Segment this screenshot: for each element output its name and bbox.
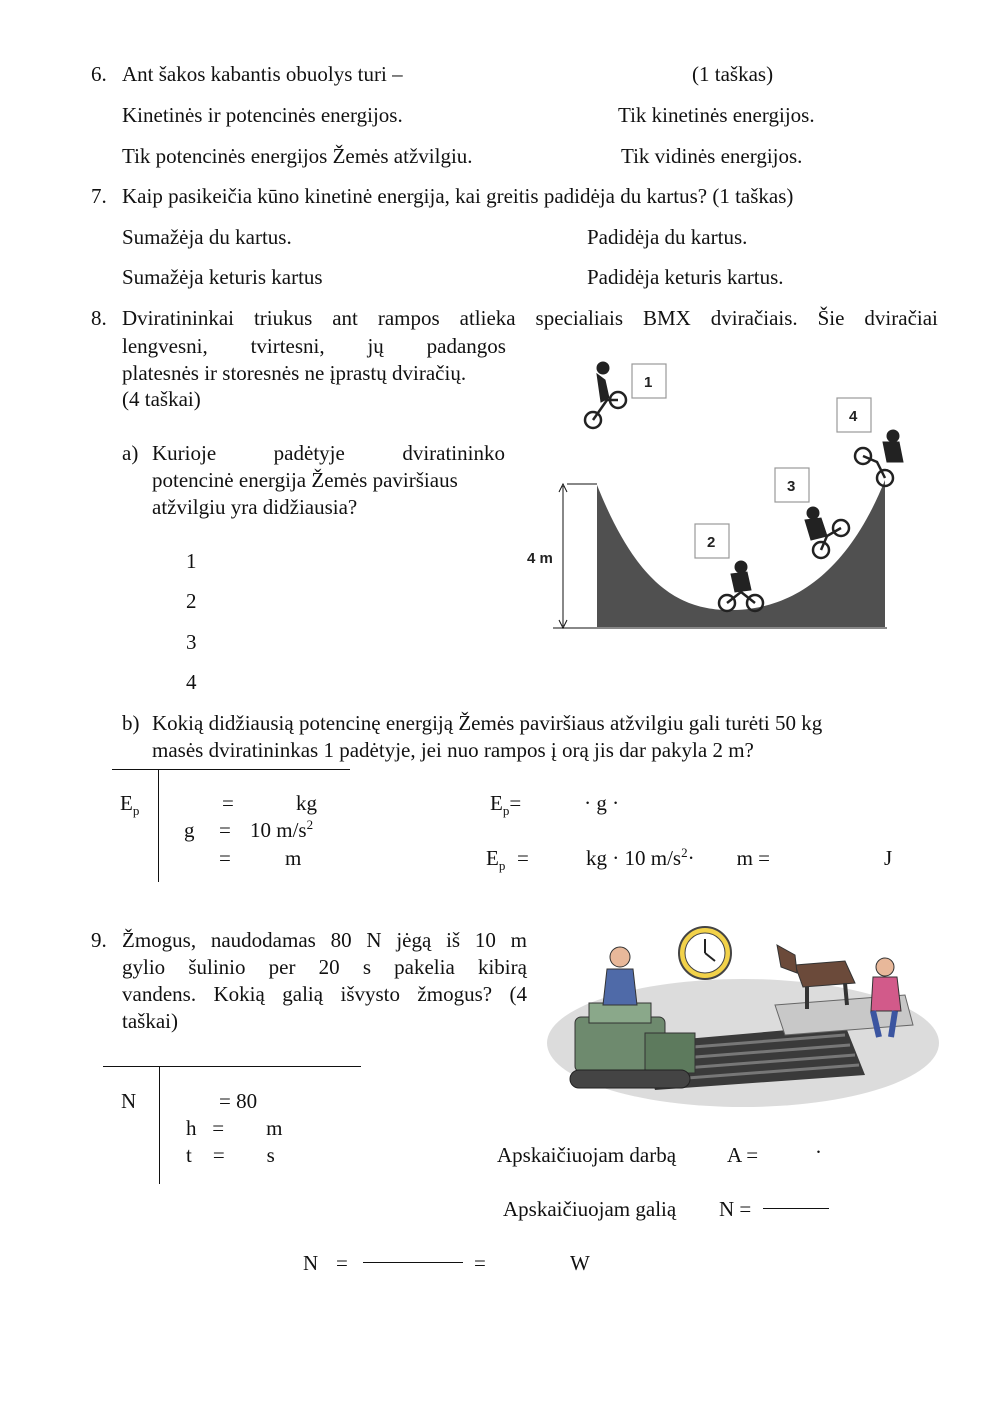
q9-given-vline <box>159 1066 160 1184</box>
q8b-formula2-unit: J <box>884 846 893 870</box>
q8-w: tvirtesni, <box>250 334 325 358</box>
q9-w: išvysto <box>340 982 400 1006</box>
q9-line1 <box>122 930 527 951</box>
q8a-w: Kurioje <box>152 441 217 465</box>
q6-option-c[interactable]: Tik potencinės energijos Žemės atžvilgiu. <box>122 144 473 168</box>
q9-w: 20 <box>318 955 340 979</box>
q8b-eq2: = <box>219 818 231 842</box>
q8b-m-unit: m <box>285 846 302 870</box>
q8-w: Dviratininkai <box>122 306 234 330</box>
q8-w: padangos <box>426 334 506 358</box>
q8-w: dviračiai <box>864 306 938 330</box>
q8b-line2: masės dviratininkas 1 padėtyje, jei nuo rampos į orą jis dar pakyla 2 m? <box>152 738 754 762</box>
q7-option-d[interactable]: Padidėja keturis kartus. <box>587 265 784 289</box>
clock-icon <box>679 927 731 979</box>
q8b-given-vline <box>158 769 159 882</box>
q8-w: ant <box>332 306 358 330</box>
q8b-formula1: $E_p=$ · g · <box>490 791 620 819</box>
q8b-formula2-body: kg · 10 $m/s^2\cdot$ m = <box>586 845 771 870</box>
q8a-option-2[interactable]: 2 <box>186 589 197 613</box>
q9-w: Kokią <box>213 982 265 1006</box>
q7-option-c[interactable]: Sumažėja keturis kartus <box>122 265 323 289</box>
q9-line2 <box>122 957 527 978</box>
height-label: 4 m <box>527 550 553 567</box>
q9-final-N: N <box>303 1251 319 1275</box>
q9-final-unit: W <box>570 1251 590 1275</box>
q8b-g-value: 10 $m/s^2$ <box>250 817 314 842</box>
q9-h-row: h = m <box>186 1116 283 1140</box>
q9-w: jėgą <box>396 928 432 952</box>
q9-w: kibirą <box>477 955 527 979</box>
q8b-given-hline <box>112 769 350 770</box>
q9-w: naudodamas <box>210 928 316 952</box>
q8b-eq1: = <box>222 791 234 815</box>
q8-w: triukus <box>253 306 313 330</box>
q8b-line1: Kokią didžiausią potencinę energiją Žemės paviršiaus atžvilgiu gali turėti 50 kg <box>152 711 823 735</box>
position-label-4: 4 <box>849 408 858 425</box>
q7-number: 7. <box>91 184 107 208</box>
q9-w: gylio <box>122 955 166 979</box>
q6-option-b[interactable]: Tik kinetinės energijos. <box>618 103 815 127</box>
q8-intro-line2 <box>122 336 506 357</box>
driver-icon <box>603 947 637 1005</box>
q7-option-a[interactable]: Sumažėja du kartus. <box>122 225 292 249</box>
q8a-label: a) <box>122 441 139 465</box>
q6-number: 6. <box>91 62 107 86</box>
q9-work-formula: A = <box>727 1143 759 1167</box>
q8a-option-3[interactable]: 3 <box>186 630 197 654</box>
q9-final-eq2: = <box>474 1251 486 1275</box>
q8-w: dviračiais. <box>710 306 798 330</box>
q6-question: Ant šakos kabantis obuolys turi – <box>122 62 403 86</box>
q9-w: pakelia <box>394 955 455 979</box>
q9-power-formula: N = <box>719 1197 752 1221</box>
bmx-ramp-figure <box>515 350 905 640</box>
q9-power-fraction-line <box>763 1208 829 1209</box>
q8-w: atlieka <box>459 306 516 330</box>
q9-w: s <box>362 955 371 979</box>
q8a-w: padėtyje <box>273 441 345 465</box>
q9-N-symbol: N <box>121 1089 137 1113</box>
q9-power-label: Apskaičiuojam galią <box>503 1197 677 1221</box>
q8-w: jų <box>367 334 384 358</box>
q9-final-eq1: = <box>336 1251 348 1275</box>
q7-option-b[interactable]: Padidėja du kartus. <box>587 225 748 249</box>
q9-w: Žmogus, <box>122 928 197 952</box>
q9-w: 80 <box>330 928 352 952</box>
q8a-option-4[interactable]: 4 <box>186 670 197 694</box>
q9-given-hline <box>103 1066 361 1067</box>
q8b-ep-symbol: $E_p$ <box>120 791 140 819</box>
q8-w: specialiais <box>535 306 624 330</box>
q8b-formula2-lhs: $E_p$ <box>486 846 506 874</box>
q8b-formula2-eq: = <box>517 846 529 870</box>
q9-w: per <box>268 955 296 979</box>
q9-final-fraction-line <box>363 1262 463 1263</box>
q8-w: BMX <box>642 306 691 330</box>
q9-work-dot: · <box>815 1140 822 1164</box>
q6-option-a[interactable]: Kinetinės ir potencinės energijos. <box>122 103 403 127</box>
q8b-kg-unit: kg <box>296 791 317 815</box>
q9-w: N <box>366 928 382 952</box>
q9-work-label: Apskaičiuojam darbą <box>497 1143 677 1167</box>
q8a-line2: potencinė energija Žemės paviršiaus <box>152 468 458 492</box>
rider-3-icon <box>805 507 849 558</box>
q7-question: Kaip pasikeičia kūno kinetinė energija, kai greitis padidėja du kartus? (1 taškas) <box>122 184 794 208</box>
q8-intro-line1 <box>122 308 938 329</box>
position-label-1: 1 <box>644 374 653 391</box>
q8-w: Šie <box>817 306 845 330</box>
q8-intro-line3: platesnės ir storesnės ne įprastų dviračių. <box>122 361 467 385</box>
q9-line3 <box>122 984 527 1005</box>
q6-option-d[interactable]: Tik vidinės energijos. <box>621 144 803 168</box>
q8a-line3: atžvilgiu yra didžiausia? <box>152 495 358 519</box>
q9-w: 10 <box>474 928 496 952</box>
q8b-g-symbol: g <box>184 818 195 842</box>
q8-number: 8. <box>91 306 107 330</box>
rider-1-icon <box>585 362 626 428</box>
q9-w: m <box>510 928 527 952</box>
q9-force-value: = 80 <box>219 1089 258 1113</box>
q8b-eq3: = <box>219 846 231 870</box>
q9-w: žmogus? <box>417 982 493 1006</box>
position-label-3: 3 <box>787 478 796 495</box>
q9-w: šulinio <box>188 955 246 979</box>
q8a-line1 <box>152 443 505 464</box>
q9-w: iš <box>446 928 461 952</box>
rider-2-icon <box>719 561 763 611</box>
q9-number: 9. <box>91 928 107 952</box>
q9-w: (4 <box>509 982 527 1006</box>
q9-t-row: t = s <box>186 1143 275 1167</box>
q9-line4: taškai) <box>122 1009 178 1033</box>
position-label-2: 2 <box>707 534 716 551</box>
q8-w: rampos <box>377 306 440 330</box>
q9-w: vandens. <box>122 982 197 1006</box>
q8b-label: b) <box>122 711 140 735</box>
tractor-horse-illustration <box>545 925 940 1110</box>
rider-4-icon <box>855 430 903 486</box>
q6-points: (1 taškas) <box>692 62 774 86</box>
q8a-option-1[interactable]: 1 <box>186 549 197 573</box>
q8-points: (4 taškai) <box>122 387 201 411</box>
ramp-shape <box>597 480 885 627</box>
q8a-w: dviratininko <box>402 441 505 465</box>
q9-w: galią <box>282 982 324 1006</box>
q8-w: lengvesni, <box>122 334 208 358</box>
